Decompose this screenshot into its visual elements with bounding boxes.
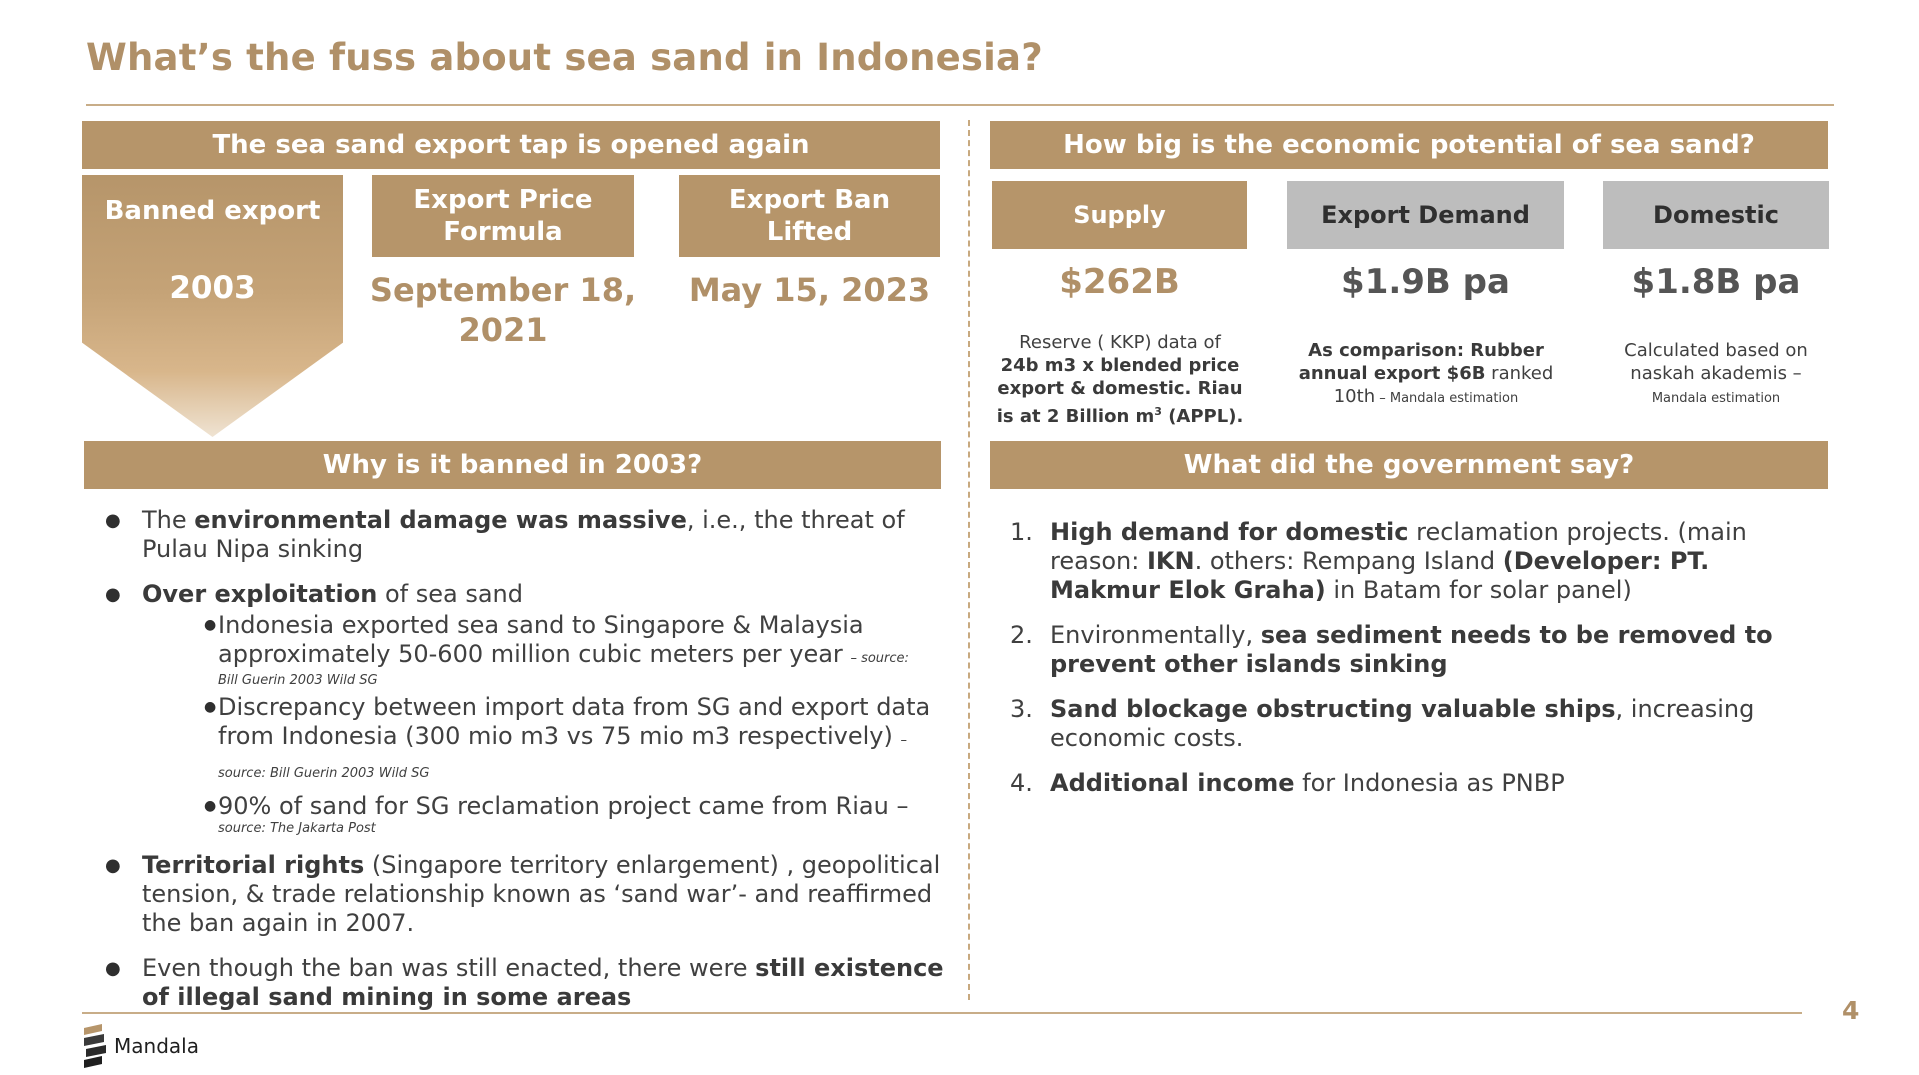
export-price-formula-date bbox=[356, 270, 650, 350]
bullet-illegal-mining bbox=[105, 954, 945, 1012]
source-note: – source: Bill Guerin 2003 Wild SG bbox=[218, 733, 907, 781]
export-ban-lifted-box bbox=[679, 175, 940, 257]
why-banned-header: Why is it banned in 2003? bbox=[84, 441, 941, 489]
bullet-environmental-damage bbox=[105, 506, 945, 564]
gov-item-additional-income bbox=[1010, 769, 1820, 798]
bullet-text: Even though the ban was still enacted, there were bbox=[142, 954, 756, 982]
item-bold: Additional income bbox=[1050, 769, 1295, 797]
title-divider bbox=[86, 104, 1834, 106]
supply-box: Supply bbox=[992, 181, 1247, 249]
page-title: What’s the fuss about sea sand in Indonesia? bbox=[86, 36, 1043, 79]
sub-bullet-riau-share bbox=[142, 792, 945, 837]
domestic-note bbox=[1596, 339, 1836, 410]
item-number: 4. bbox=[1010, 769, 1033, 797]
supply-note-line2: 24b m3 x blended price bbox=[1000, 355, 1240, 376]
economic-potential-header: How big is the economic potential of sea sand? bbox=[990, 121, 1828, 169]
banned-export-year: 2003 bbox=[169, 270, 256, 306]
export-demand-note-line1: As comparison: Rubber bbox=[1308, 340, 1544, 361]
source-note: – source: bbox=[850, 651, 909, 666]
bullet-text: of sea sand bbox=[377, 580, 523, 608]
gov-item-sand-blockage bbox=[1010, 695, 1820, 753]
source-note: Bill Guerin 2003 Wild SG bbox=[218, 673, 378, 688]
bullet-bold: Territorial rights bbox=[142, 851, 365, 879]
mandala-logo-icon bbox=[82, 1022, 108, 1070]
export-ban-lifted-date: May 15, 2023 bbox=[688, 271, 931, 309]
sub-bullet-data-discrepancy bbox=[142, 693, 945, 788]
supply-note bbox=[985, 331, 1255, 428]
bullet-text: The bbox=[142, 506, 195, 534]
bullet-bold: environmental damage was massive bbox=[194, 506, 687, 534]
export-tap-header: The sea sand export tap is opened again bbox=[82, 121, 940, 169]
supply-note-line4: is at 2 Billion m bbox=[996, 406, 1155, 427]
item-number: 1. bbox=[1010, 518, 1033, 546]
item-text: for Indonesia as PNBP bbox=[1294, 769, 1565, 797]
domestic-value: $1.8B pa bbox=[1631, 262, 1801, 302]
export-ban-lifted-line1: Export Ban bbox=[728, 185, 891, 215]
bullet-text: , i.e., the threat of Pulau Nipa sinking bbox=[142, 506, 905, 563]
gov-item-domestic-demand bbox=[1010, 518, 1820, 605]
item-text: Environmentally, bbox=[1050, 621, 1261, 649]
export-demand-note bbox=[1280, 339, 1572, 410]
footer-divider bbox=[82, 1012, 1802, 1014]
government-list bbox=[1010, 518, 1820, 814]
gov-item-environment bbox=[1010, 621, 1820, 679]
export-demand-note-line2: annual export $6B bbox=[1298, 363, 1486, 384]
banned-export-label: Banned export bbox=[104, 196, 321, 226]
sub-bullet-export-volume bbox=[142, 611, 945, 689]
item-bold: IKN bbox=[1146, 547, 1195, 575]
item-bold: sea sediment needs to be removed to prevent other islands sinking bbox=[1050, 621, 1773, 678]
column-divider bbox=[968, 120, 970, 1000]
export-demand-source: – Mandala estimation bbox=[1375, 391, 1519, 406]
bullet-territorial-rights bbox=[105, 851, 945, 938]
export-demand-note-line2-end: ranked bbox=[1485, 363, 1554, 384]
domestic-source: Mandala estimation bbox=[1651, 391, 1781, 406]
domestic-note-line1: Calculated based on bbox=[1624, 340, 1808, 361]
bullet-bold: Over exploitation bbox=[142, 580, 378, 608]
item-number: 2. bbox=[1010, 621, 1033, 649]
bullet-bold: still existence of illegal sand mining in some areas bbox=[142, 954, 944, 1011]
sub-bullet-text: 90% of sand for SG reclamation project came from Riau – bbox=[218, 792, 909, 820]
supply-note-line1: Reserve ( KKP) data of bbox=[1019, 332, 1221, 353]
export-ban-lifted-line2: Lifted bbox=[766, 217, 853, 247]
bullet-text: (Singapore territory enlargement) , geopolitical tension, & trade relationship known as ‘sand war’- and reaffirmed the ban again in 2007. bbox=[142, 851, 941, 937]
supply-note-line3: export & domestic. Riau bbox=[997, 378, 1243, 399]
export-demand-value: $1.9B pa bbox=[1341, 262, 1510, 302]
item-number: 3. bbox=[1010, 695, 1033, 723]
item-text: reclamation projects. (main reason: bbox=[1050, 518, 1747, 575]
export-price-formula-date-line2: 2021 bbox=[458, 311, 548, 349]
item-text: . others: Rempang Island bbox=[1194, 547, 1503, 575]
page-number: 4 bbox=[1842, 996, 1860, 1025]
government-header: What did the government say? bbox=[990, 441, 1828, 489]
brand-name: Mandala bbox=[114, 1034, 199, 1058]
why-banned-list bbox=[105, 506, 945, 1028]
export-price-formula-line2: Formula bbox=[443, 217, 563, 247]
item-bold: (Developer: PT. Makmur Elok Graha) bbox=[1050, 547, 1710, 604]
supply-value: $262B bbox=[1059, 262, 1180, 302]
supply-note-superscript: 3 bbox=[1154, 405, 1162, 418]
bullet-over-exploitation bbox=[105, 580, 945, 837]
supply-note-line4-end: (APPL). bbox=[1161, 406, 1244, 427]
item-bold: Sand blockage obstructing valuable ships bbox=[1050, 695, 1616, 723]
export-price-formula-box bbox=[372, 175, 634, 257]
domestic-box: Domestic bbox=[1603, 181, 1829, 249]
domestic-note-line2: naskah akademis – bbox=[1630, 363, 1802, 384]
sub-bullet-text: Indonesia exported sea sand to Singapore & Malaysia approximately 50-600 million cubic meters per year bbox=[218, 611, 864, 668]
export-price-formula-date-line1: September 18, bbox=[369, 271, 637, 309]
export-price-formula-line1: Export Price bbox=[413, 185, 593, 215]
source-note: source: The Jakarta Post bbox=[218, 821, 376, 836]
item-text: , increasing economic costs. bbox=[1050, 695, 1755, 752]
sub-bullet-text: Discrepancy between import data from SG and export data from Indonesia (300 mio m3 vs 75 mio m3 respectively) bbox=[218, 693, 931, 750]
item-text: in Batam for solar panel) bbox=[1325, 576, 1632, 604]
item-bold: High demand for domestic bbox=[1050, 518, 1409, 546]
export-demand-box: Export Demand bbox=[1287, 181, 1564, 249]
export-demand-note-line3: 10th bbox=[1333, 386, 1376, 407]
